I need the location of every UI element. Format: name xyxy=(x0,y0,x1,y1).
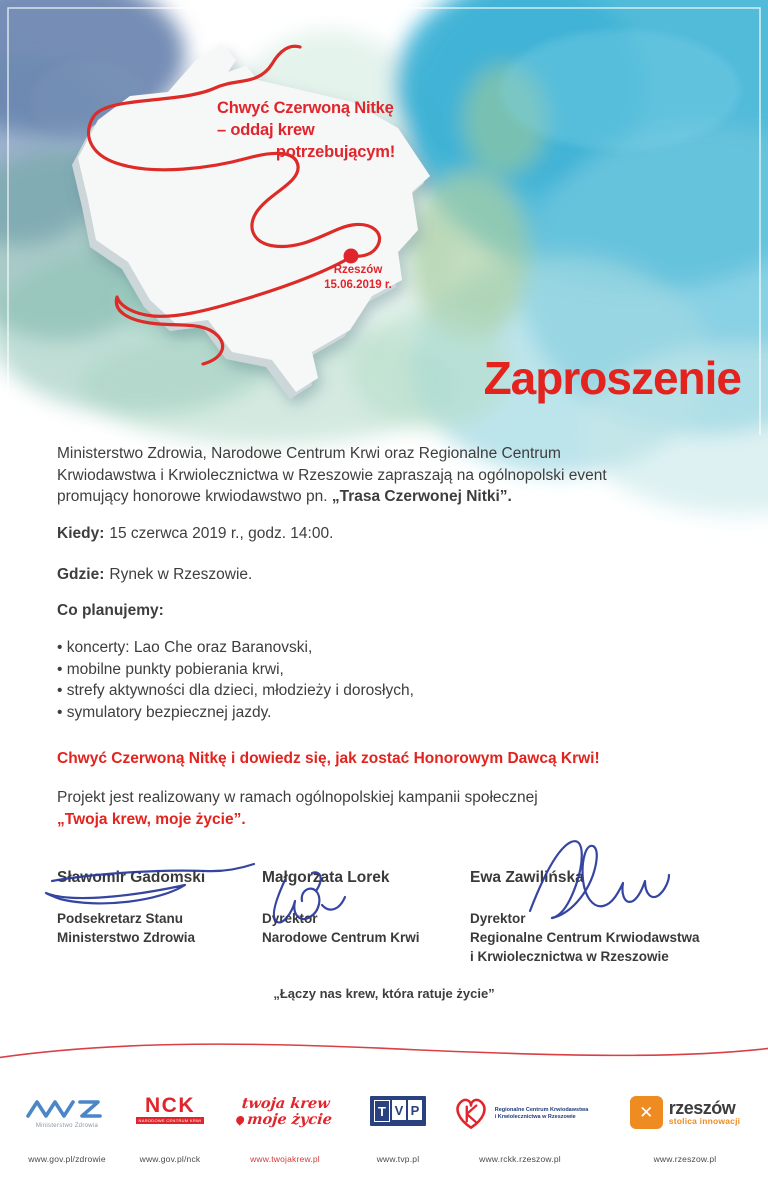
twoja-krew-script xyxy=(235,1096,334,1128)
mz-logo-caption: Ministerstwo Zdrowia xyxy=(35,1123,99,1129)
nck-logo-bar: NARODOWE CENTRUM KRWI xyxy=(136,1117,204,1124)
signatory-role: Ministerstwo Zdrowia xyxy=(57,929,196,945)
signatory-role: Podsekretarz Stanu xyxy=(57,910,184,926)
blood-drop-icon xyxy=(235,1114,246,1125)
plan-item: • koncerty: Lao Che oraz Baranovski, xyxy=(57,639,313,656)
logo-rzeszow xyxy=(610,1096,760,1164)
logo-nck xyxy=(110,1096,230,1164)
signatory-name: Ewa Zawilińska xyxy=(470,869,584,886)
cta-line: Chwyć Czerwoną Nitkę i dowiedz się, jak zostać Honorowym Dawcą Krwi! xyxy=(57,750,600,767)
marker-date: 15.06.2019 r. xyxy=(324,279,392,291)
when-label: Kiedy: xyxy=(57,525,105,542)
signatory-name: Sławomir Gadomski xyxy=(57,869,206,886)
signature-block-gadomski xyxy=(57,868,205,947)
signatory-role: Narodowe Centrum Krwi xyxy=(262,929,420,945)
tvp-letter-p: P xyxy=(408,1100,422,1120)
intro-line3-bold: „Trasa Czerwonej Nitki”. xyxy=(331,488,512,505)
logo-rckk xyxy=(445,1096,595,1164)
signatory-role: Dyrektor xyxy=(262,910,318,926)
where-line xyxy=(57,564,722,586)
intro-line3 xyxy=(57,486,722,508)
campaign-paragraph xyxy=(57,787,722,830)
rzeszow-tagline: stolica innowacji xyxy=(668,1115,741,1126)
signatory-role: Regionalne Centrum Krwiodawstwa xyxy=(470,929,700,945)
plan-item: • symulatory bezpiecznej jazdy. xyxy=(57,703,272,721)
signature-block-zawilinska xyxy=(470,868,700,966)
script-line1: twoja krew xyxy=(241,1095,331,1112)
plans-list xyxy=(57,637,722,723)
logo-twoja-krew xyxy=(225,1096,345,1164)
tvp-letter-v: V xyxy=(392,1100,406,1120)
heart-k-icon xyxy=(452,1096,490,1132)
red-thread-divider xyxy=(0,1028,768,1078)
logo-url: www.rzeszow.pl xyxy=(653,1154,717,1164)
plan-item: • strefy aktywności dla dzieci, młodzieży i dorosłych, xyxy=(57,682,414,699)
intro-line3-normal: promujący honorowe krwiodawstwo pn. xyxy=(57,488,332,505)
rzeszow-square-icon: ✕ xyxy=(630,1096,663,1129)
rzeszow-marker-dot xyxy=(344,249,359,264)
tvp-logo-icon xyxy=(370,1096,426,1126)
logo-url: www.rckk.rzeszow.pl xyxy=(479,1154,561,1164)
script-line2 xyxy=(235,1112,332,1128)
intro-line1: Ministerstwo Zdrowia, Narodowe Centrum Krwi oraz Regionalne Centrum xyxy=(57,445,561,462)
plans-heading: Co planujemy: xyxy=(57,602,164,619)
nck-logo-word: NCK xyxy=(145,1094,195,1117)
map-headline-line2: – oddaj krew xyxy=(217,121,315,139)
rckk-text-line2: i Krwiolecznictwa w Rzeszowie xyxy=(494,1114,576,1120)
signatory-role: i Krwiolecznictwa w Rzeszowie xyxy=(470,948,669,964)
map-marker-label xyxy=(310,263,406,293)
marker-city: Rzeszów xyxy=(333,264,383,276)
logo-ministerstwo-zdrowia xyxy=(7,1096,127,1164)
tvp-letter-t: T xyxy=(374,1100,390,1122)
footer-quote: „Łączy nas krew, która ratuje życie” xyxy=(273,986,495,1001)
mz-logo-icon xyxy=(24,1096,110,1122)
signature-block-lorek xyxy=(262,868,420,947)
map-headline xyxy=(217,97,395,163)
script-line2-text: moje życie xyxy=(246,1111,333,1128)
campaign-line2: „Twoja krew, moje życie”. xyxy=(57,810,246,828)
rckk-text-line1: Regionalne Centrum Krwiodawstwa xyxy=(494,1107,589,1113)
where-value: Rynek w Rzeszowie. xyxy=(109,566,253,583)
rzeszow-word: rzeszów xyxy=(668,1097,736,1118)
logo-tvp xyxy=(338,1096,458,1164)
logo-url: www.twojakrew.pl xyxy=(250,1154,320,1164)
map-headline-line3: potrzebującym! xyxy=(275,143,395,161)
intro-paragraph xyxy=(57,443,722,508)
when-line xyxy=(57,523,722,545)
where-label: Gdzie: xyxy=(57,566,105,583)
signatory-role: Dyrektor xyxy=(470,910,526,926)
campaign-line1: Projekt jest realizowany w ramach ogólnopolskiej kampanii społecznej xyxy=(57,789,538,806)
signatory-name: Małgorzata Lorek xyxy=(262,869,390,886)
map-headline-line1: Chwyć Czerwoną Nitkę xyxy=(217,99,394,117)
intro-line2: Krwiodawstwa i Krwiolecznictwa w Rzeszowie zapraszają na ogólnopolski event xyxy=(57,466,607,484)
logo-url: www.gov.pl/zdrowie xyxy=(28,1154,106,1164)
logo-url: www.gov.pl/nck xyxy=(139,1154,201,1164)
logo-url: www.tvp.pl xyxy=(376,1154,420,1164)
page-title: Zaproszenie xyxy=(483,352,741,404)
when-value: 15 czerwca 2019 r., godz. 14:00. xyxy=(109,525,334,542)
plan-item: • mobilne punkty pobierania krwi, xyxy=(57,660,284,678)
